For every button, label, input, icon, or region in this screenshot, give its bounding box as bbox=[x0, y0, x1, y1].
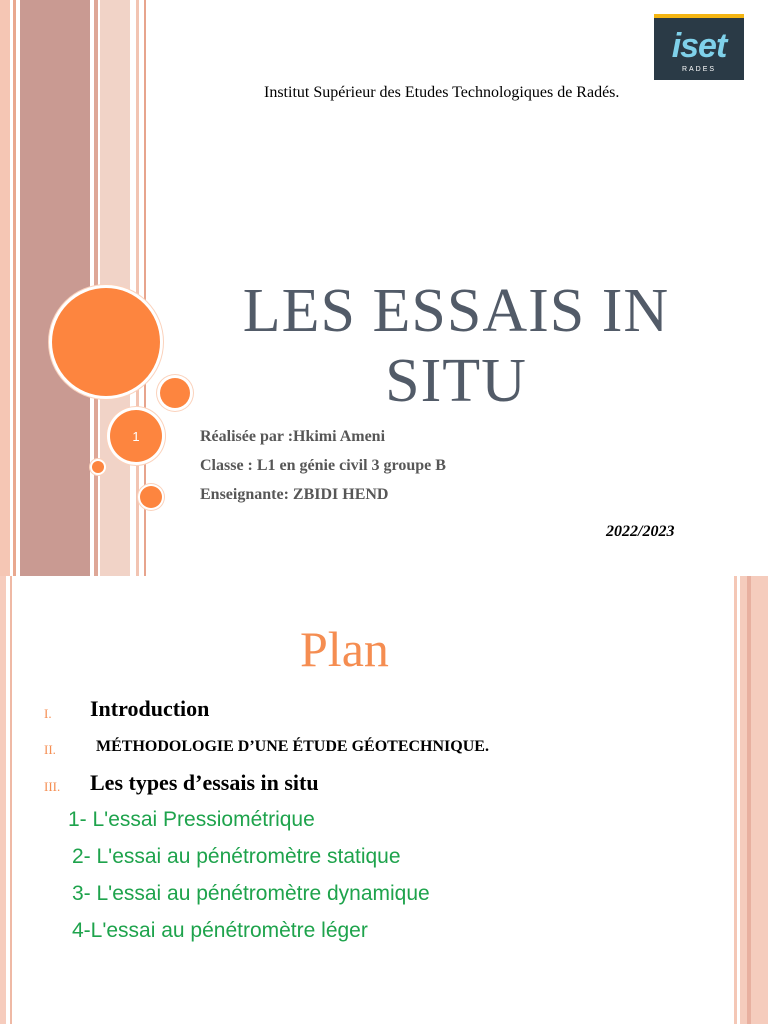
subitem-pressiometrique: 1- L'essai Pressiométrique bbox=[68, 808, 315, 831]
decor-stripe bbox=[20, 0, 90, 576]
slide-number: 1 bbox=[132, 428, 140, 444]
section-types-essais: Les types d’essais in situ bbox=[90, 770, 319, 795]
title-line-1: LES ESSAIS IN bbox=[242, 277, 670, 345]
section-methodologie: MÉTHODOLOGIE D’UNE ÉTUDE GÉOTECHNIQUE. bbox=[96, 738, 489, 755]
slide-number-badge bbox=[110, 410, 162, 462]
subitem-penetrometre-leger: 4-L'essai au pénétromètre léger bbox=[72, 919, 368, 942]
author-line: Réalisée par :Hkimi Ameni bbox=[200, 428, 386, 445]
decor-stripe bbox=[13, 0, 16, 576]
teacher-line: Enseignante: ZBIDI HEND bbox=[200, 486, 389, 503]
decor-circle-large bbox=[52, 288, 160, 396]
decor-circle-small bbox=[140, 486, 162, 508]
subitem-penetrometre-dynamique: 3- L'essai au pénétromètre dynamique bbox=[72, 882, 430, 905]
decor-stripe bbox=[136, 0, 139, 576]
iset-logo bbox=[654, 14, 744, 80]
academic-year: 2022/2023 bbox=[606, 523, 675, 540]
decor-stripe bbox=[747, 576, 751, 1024]
decor-stripe bbox=[10, 576, 12, 1024]
decor-stripe bbox=[740, 576, 768, 1024]
logo-text: iset bbox=[671, 26, 727, 65]
presentation-title bbox=[200, 276, 712, 416]
class-line: Classe : L1 en génie civil 3 groupe B bbox=[200, 457, 446, 474]
decor-stripe bbox=[0, 0, 10, 576]
plan-title: Plan bbox=[300, 621, 389, 677]
decor-stripe bbox=[0, 576, 6, 1024]
section-introduction: Introduction bbox=[90, 696, 210, 721]
decor-circle-tiny bbox=[92, 461, 104, 473]
section-numeral: I. bbox=[44, 706, 52, 721]
slide-plan bbox=[0, 576, 768, 1024]
logo-subtext: RADES bbox=[681, 65, 717, 73]
decor-stripe bbox=[734, 576, 737, 1024]
section-numeral: III. bbox=[44, 779, 61, 794]
institute-name: Institut Supérieur des Etudes Technologiques de Radés. bbox=[264, 84, 620, 101]
title-line-2: SITU bbox=[385, 347, 527, 415]
subitem-penetrometre-statique: 2- L'essai au pénétromètre statique bbox=[72, 845, 401, 868]
section-numeral: II. bbox=[44, 742, 56, 757]
decor-circle-small bbox=[160, 378, 190, 408]
